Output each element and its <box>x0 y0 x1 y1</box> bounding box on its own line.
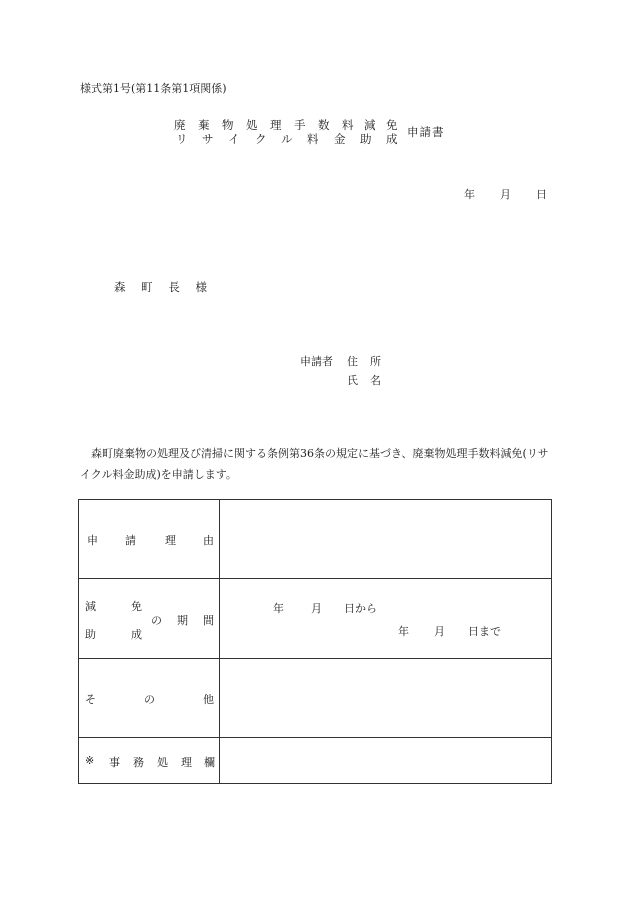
name-label <box>347 372 381 388</box>
period-to-suffix: 日まで <box>468 625 501 638</box>
other-label-char: 他 <box>203 693 214 706</box>
period-label-char: 成 <box>131 628 142 641</box>
title-char: 料 <box>307 132 319 146</box>
reason-label-char: 申 <box>87 534 98 547</box>
other-label-cell <box>79 659 220 738</box>
addressee-char: 様 <box>195 280 207 294</box>
reason-label-char: 理 <box>165 534 176 547</box>
title-char: 物 <box>222 118 234 132</box>
table-row-period <box>79 579 552 659</box>
addressee-char: 森 <box>114 280 126 294</box>
period-label-char: の <box>151 614 162 627</box>
address-char: 住 <box>347 355 358 368</box>
title-line-2 <box>0 131 630 147</box>
addressee <box>114 279 219 295</box>
other-label-char: の <box>144 693 155 706</box>
title-char: ク <box>255 132 267 146</box>
date-month-label: 月 <box>500 188 511 201</box>
reason-label-char: 由 <box>203 534 214 547</box>
period-label-char: 助 <box>85 628 96 641</box>
title-char: 免 <box>386 118 398 132</box>
title-char: 処 <box>246 118 258 132</box>
title-char: 成 <box>386 132 398 146</box>
office-use-label-char: 処 <box>157 756 168 769</box>
period-to-month-label: 月 <box>434 625 445 638</box>
other-label-char: そ <box>85 693 96 706</box>
addressee-char: 長 <box>168 280 180 294</box>
period-label-char: 期 <box>177 614 188 627</box>
title-char: 金 <box>334 132 346 146</box>
address-label <box>347 353 381 369</box>
date-day-label: 日 <box>536 188 547 201</box>
office-use-label-char: 務 <box>133 756 144 769</box>
application-table <box>78 499 552 784</box>
reason-label-cell <box>79 500 220 579</box>
title-char: 数 <box>318 118 330 132</box>
title-suffix: 申請書 <box>407 125 445 139</box>
addressee-char: 町 <box>141 280 153 294</box>
title-char: 減 <box>364 118 376 132</box>
date-year-label: 年 <box>464 188 475 201</box>
title-char: 廃 <box>174 118 186 132</box>
period-from-suffix: 日から <box>344 602 377 615</box>
table-row-office-use <box>79 738 552 784</box>
period-label-cell <box>79 579 220 659</box>
period-value-cell[interactable] <box>220 579 552 659</box>
name-char: 氏 <box>347 374 358 387</box>
table-row-other <box>79 659 552 738</box>
title-char: 手 <box>294 118 306 132</box>
period-label-char: 間 <box>203 614 214 627</box>
title-char: 助 <box>360 132 372 146</box>
period-from-year-label: 年 <box>273 602 284 615</box>
office-use-label-char: ※ <box>85 754 95 767</box>
reason-label-char: 請 <box>125 534 136 547</box>
table-row-reason <box>79 500 552 579</box>
title-char: ル <box>281 132 293 146</box>
title-char: 棄 <box>198 118 210 132</box>
period-from-month-label: 月 <box>311 602 322 615</box>
office-use-value-cell <box>220 738 552 784</box>
form-number: 様式第1号(第11条第1項関係) <box>80 82 227 95</box>
office-use-label-char: 理 <box>181 756 192 769</box>
office-use-label-cell <box>79 738 220 784</box>
applicant-label: 申請者 <box>300 355 333 368</box>
title-char: リ <box>176 132 188 146</box>
period-to-year-label: 年 <box>398 625 409 638</box>
period-label-char: 免 <box>131 600 142 613</box>
title-char: イ <box>228 132 240 146</box>
title-char: 料 <box>342 118 354 132</box>
application-statement: 森町廃棄物の処理及び清掃に関する条例第36条の規定に基づき、廃棄物処理手数料減免(リサイクル料金助成)を申請します。 <box>80 447 549 481</box>
address-char: 所 <box>370 355 381 368</box>
other-value-cell[interactable] <box>220 659 552 738</box>
reason-value-cell[interactable] <box>220 500 552 579</box>
name-char: 名 <box>370 374 381 387</box>
title-char: 理 <box>270 118 282 132</box>
office-use-label-char: 事 <box>109 756 120 769</box>
title-char: サ <box>202 132 214 146</box>
office-use-label-char: 欄 <box>204 756 215 769</box>
period-label-char: 減 <box>85 600 96 613</box>
